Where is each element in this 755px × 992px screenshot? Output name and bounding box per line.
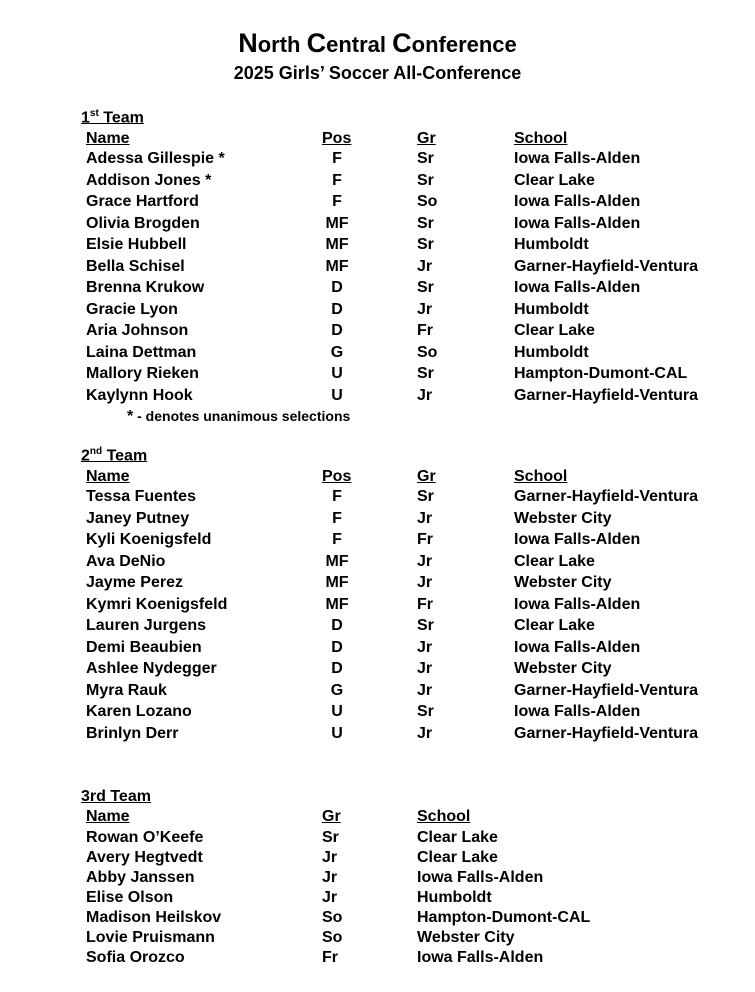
player-position: U [331, 386, 343, 404]
player-grade: Fr [417, 322, 433, 339]
player-school: Iowa Falls-Alden [417, 869, 544, 886]
first-team-label: 1st Team [81, 108, 144, 127]
player-name: Tessa Fuentes [86, 488, 196, 505]
player-row [0, 258, 755, 279]
player-school: Garner-Hayfield-Ventura [514, 488, 699, 505]
player-grade: Jr [417, 386, 433, 404]
player-position: MF [325, 574, 349, 591]
player-row [0, 301, 755, 322]
player-grade: Jr [322, 889, 338, 906]
player-position: F [332, 531, 342, 548]
player-name: Addison Jones * [86, 171, 212, 189]
player-school: Webster City [514, 660, 612, 677]
player-name: Elsie Hubbell [86, 236, 187, 253]
player-row [0, 344, 755, 365]
player-position: D [331, 322, 343, 339]
player-row [0, 236, 755, 257]
player-grade: So [417, 193, 438, 210]
player-row [0, 510, 755, 531]
player-name: Mallory Rieken [86, 365, 199, 382]
column-header-school: School [514, 130, 568, 147]
player-school: Clear Lake [514, 171, 595, 189]
player-position: F [332, 150, 342, 167]
player-school: Iowa Falls-Alden [417, 949, 544, 966]
player-name: Avery Hegtvedt [86, 849, 203, 866]
third-team-header-row [0, 808, 755, 829]
player-row [0, 215, 755, 236]
player-position: G [330, 343, 344, 361]
player-school: Iowa Falls-Alden [514, 531, 641, 548]
player-position: D [331, 300, 343, 318]
player-row [0, 725, 755, 746]
player-grade: Fr [417, 595, 433, 613]
column-header-pos: Pos [322, 130, 352, 147]
player-row [0, 596, 755, 617]
player-grade: Sr [417, 488, 434, 505]
column-header-school: School [417, 808, 471, 825]
player-grade: Sr [417, 171, 434, 189]
player-name: Jayme Perez [86, 574, 183, 591]
player-grade: Fr [417, 531, 433, 548]
player-school: Hampton-Dumont-CAL [514, 365, 688, 382]
conference-title: North Central Conference [238, 28, 517, 58]
player-row [0, 322, 755, 343]
player-row [0, 703, 755, 724]
player-grade: Sr [417, 703, 434, 720]
player-grade: Sr [322, 829, 339, 846]
player-name: Lauren Jurgens [86, 617, 207, 634]
player-position: U [331, 703, 343, 720]
player-row [0, 488, 755, 509]
first-team-header-row [0, 130, 755, 151]
player-name: Bella Schisel [86, 257, 185, 275]
player-name: Olivia Brogden [86, 214, 200, 232]
player-position: F [332, 488, 342, 505]
player-school: Webster City [417, 929, 515, 946]
player-name: Lovie Pruismann [86, 929, 215, 946]
column-header-gr: Gr [417, 468, 436, 485]
player-name: Rowan O’Keefe [86, 829, 204, 846]
player-position: MF [325, 552, 349, 570]
player-grade: Jr [417, 574, 433, 591]
player-school: Garner-Hayfield-Ventura [514, 724, 699, 742]
player-grade: So [322, 929, 343, 946]
player-school: Webster City [514, 509, 612, 527]
player-row [0, 829, 755, 850]
column-header-name: Name [86, 468, 130, 485]
player-row [0, 682, 755, 703]
player-name: Gracie Lyon [86, 300, 178, 318]
column-header-gr: Gr [417, 130, 436, 147]
player-school: Hampton-Dumont-CAL [417, 909, 591, 926]
player-school: Iowa Falls-Alden [514, 595, 641, 613]
player-grade: So [417, 343, 438, 361]
column-header-name: Name [86, 130, 130, 147]
player-grade: Jr [322, 849, 338, 866]
player-school: Iowa Falls-Alden [514, 214, 641, 232]
player-row [0, 574, 755, 595]
player-name: Aria Johnson [86, 322, 189, 339]
player-school: Humboldt [514, 236, 589, 253]
player-row [0, 172, 755, 193]
player-school: Iowa Falls-Alden [514, 703, 641, 720]
player-row [0, 617, 755, 638]
player-name: Myra Rauk [86, 681, 167, 699]
player-school: Garner-Hayfield-Ventura [514, 386, 699, 404]
player-grade: Jr [417, 638, 433, 656]
player-grade: Sr [417, 617, 434, 634]
player-grade: Jr [417, 257, 433, 275]
player-row [0, 909, 755, 930]
player-school: Iowa Falls-Alden [514, 150, 641, 167]
player-grade: Sr [417, 365, 434, 382]
player-grade: Jr [322, 869, 338, 886]
player-row [0, 150, 755, 171]
player-row [0, 849, 755, 870]
player-school: Garner-Hayfield-Ventura [514, 257, 699, 275]
player-school: Iowa Falls-Alden [514, 638, 641, 656]
player-grade: Jr [417, 509, 433, 527]
player-grade: Jr [417, 660, 433, 677]
player-school: Humboldt [514, 300, 589, 318]
player-name: Brinlyn Derr [86, 724, 179, 742]
player-row [0, 531, 755, 552]
player-name: Sofia Orozco [86, 949, 185, 966]
column-header-name: Name [86, 808, 130, 825]
player-position: F [332, 509, 342, 527]
player-position: D [331, 279, 343, 296]
player-row [0, 889, 755, 910]
page-subtitle: 2025 Girls’ Soccer All-Conference [233, 63, 522, 83]
player-position: MF [325, 595, 349, 613]
player-grade: Jr [417, 681, 433, 699]
player-grade: Sr [417, 236, 434, 253]
player-grade: Jr [417, 300, 433, 318]
player-row [0, 929, 755, 950]
player-school: Clear Lake [514, 617, 595, 634]
player-position: U [331, 365, 343, 382]
player-position: MF [325, 236, 349, 253]
player-grade: Jr [417, 552, 433, 570]
player-grade: Fr [322, 949, 338, 966]
player-school: Webster City [514, 574, 612, 591]
player-name: Madison Heilskov [86, 909, 222, 926]
player-grade: Sr [417, 150, 434, 167]
player-row [0, 193, 755, 214]
player-grade: Jr [417, 724, 433, 742]
player-row [0, 949, 755, 970]
player-school: Clear Lake [514, 322, 595, 339]
player-school: Iowa Falls-Alden [514, 193, 641, 210]
third-team-label: 3rd Team [81, 788, 151, 805]
player-row [0, 869, 755, 890]
second-team-label: 2nd Team [81, 446, 148, 465]
player-school: Humboldt [514, 343, 589, 361]
player-position: G [330, 681, 344, 699]
player-grade: Sr [417, 279, 434, 296]
player-name: Kyli Koenigsfeld [86, 531, 212, 548]
player-name: Karen Lozano [86, 703, 192, 720]
column-header-gr: Gr [322, 808, 341, 825]
player-grade: So [322, 909, 343, 926]
player-name: Ava DeNio [86, 552, 166, 570]
player-position: D [331, 660, 343, 677]
player-position: MF [325, 214, 349, 232]
player-grade: Sr [417, 214, 434, 232]
player-position: D [331, 638, 343, 656]
player-name: Adessa Gillespie * [86, 150, 225, 167]
column-header-school: School [514, 468, 568, 485]
player-name: Kaylynn Hook [86, 386, 193, 404]
player-name: Laina Dettman [86, 343, 197, 361]
column-header-pos: Pos [322, 468, 352, 485]
player-name: Kymri Koenigsfeld [86, 595, 228, 613]
player-row [0, 279, 755, 300]
player-name: Demi Beaubien [86, 638, 202, 656]
second-team-header-row [0, 468, 755, 489]
player-position: D [331, 617, 343, 634]
player-row [0, 639, 755, 660]
player-row [0, 387, 755, 408]
player-name: Ashlee Nydegger [86, 660, 217, 677]
player-school: Clear Lake [417, 829, 498, 846]
player-position: F [332, 193, 342, 210]
player-name: Elise Olson [86, 889, 174, 906]
unanimous-note: * - denotes unanimous selections [127, 408, 351, 425]
player-name: Janey Putney [86, 509, 190, 527]
player-position: U [331, 724, 343, 742]
player-name: Grace Hartford [86, 193, 199, 210]
player-row [0, 553, 755, 574]
player-row [0, 365, 755, 386]
player-position: MF [325, 257, 349, 275]
player-row [0, 660, 755, 681]
player-school: Clear Lake [514, 552, 595, 570]
player-school: Garner-Hayfield-Ventura [514, 681, 699, 699]
player-position: F [332, 171, 342, 189]
player-school: Humboldt [417, 889, 492, 906]
player-school: Clear Lake [417, 849, 498, 866]
player-school: Iowa Falls-Alden [514, 279, 641, 296]
player-name: Abby Janssen [86, 869, 195, 886]
player-name: Brenna Krukow [86, 279, 205, 296]
